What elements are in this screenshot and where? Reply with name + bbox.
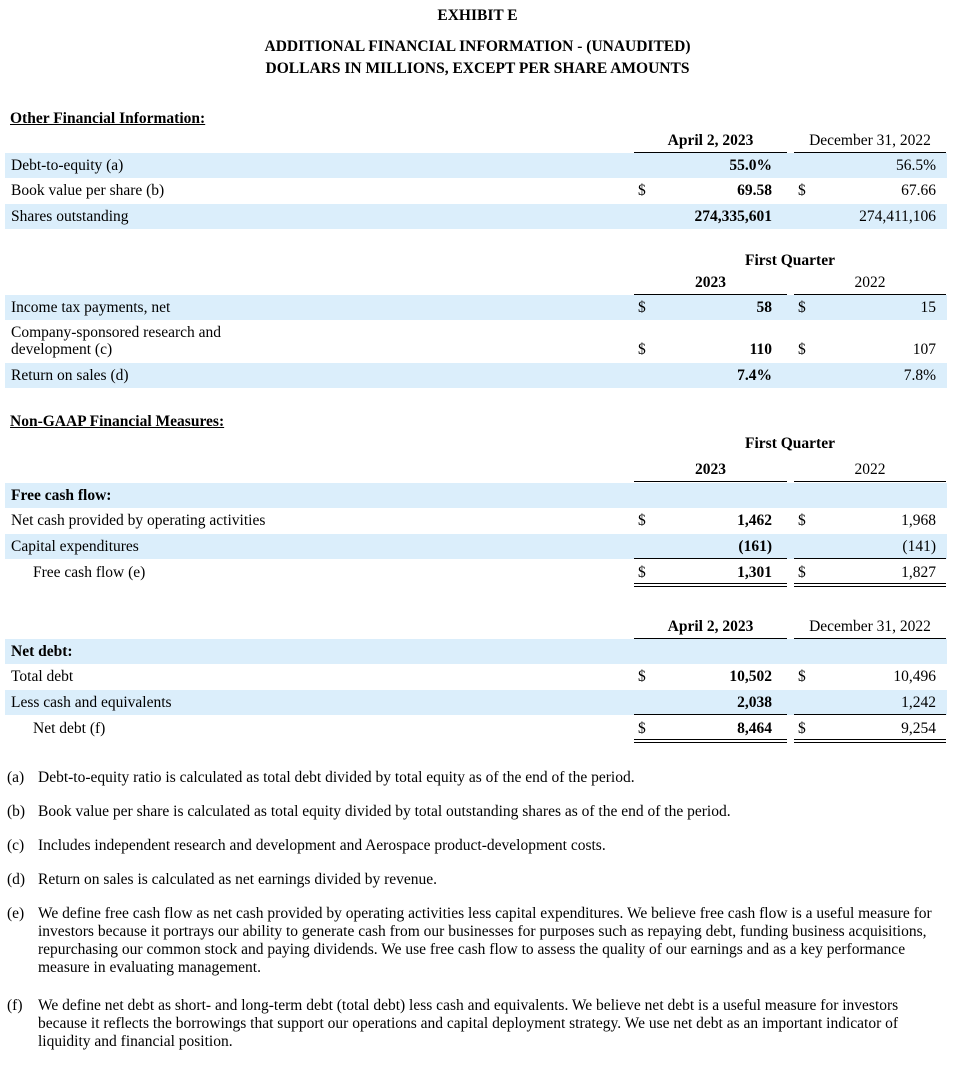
dollar-sign: $ bbox=[638, 299, 646, 316]
total-double-underline bbox=[794, 586, 946, 587]
value-current: 55.0% bbox=[729, 157, 772, 174]
other-financial-heading: Other Financial Information: bbox=[10, 110, 206, 127]
row-label: Book value per share (b) bbox=[11, 182, 165, 199]
document-title: ADDITIONAL FINANCIAL INFORMATION - (UNAUDITED) bbox=[264, 38, 691, 55]
row-label: Net cash provided by operating activities bbox=[11, 512, 266, 529]
total-double-underline bbox=[634, 586, 787, 587]
footnote-mark: (d) bbox=[7, 871, 26, 888]
col-header-underline bbox=[634, 481, 787, 482]
row-label-line: Company-sponsored research and bbox=[11, 324, 222, 341]
total-double-underline bbox=[634, 742, 787, 743]
value-prior: 7.8% bbox=[903, 367, 936, 384]
footnote-mark: (a) bbox=[7, 769, 25, 786]
table-row-total-debt bbox=[5, 664, 947, 689]
dollar-sign: $ bbox=[798, 512, 806, 529]
value-current: 1,301 bbox=[737, 564, 772, 581]
subtotal-underline bbox=[794, 714, 946, 715]
value-current: 8,464 bbox=[737, 720, 772, 737]
col-header-dec-2022: December 31, 2022 bbox=[809, 618, 931, 635]
dollar-sign: $ bbox=[798, 720, 806, 737]
row-label bbox=[11, 324, 221, 358]
row-label: Free cash flow (e) bbox=[33, 564, 146, 581]
value-current: 10,502 bbox=[729, 668, 772, 685]
non-gaap-heading: Non-GAAP Financial Measures: bbox=[10, 413, 225, 430]
exhibit-label: EXHIBIT E bbox=[437, 7, 518, 24]
value-prior: 1,827 bbox=[901, 564, 936, 581]
value-current: 110 bbox=[749, 341, 772, 358]
value-prior: 9,254 bbox=[901, 720, 936, 737]
footnote-mark: (e) bbox=[7, 905, 25, 922]
row-label: Return on sales (d) bbox=[11, 367, 129, 384]
col-header-underline bbox=[794, 481, 946, 482]
footnote-text: Debt-to-equity ratio is calculated as total debt divided by total equity as of the end of the period. bbox=[38, 769, 635, 786]
total-double-underline bbox=[794, 583, 946, 584]
dollar-sign: $ bbox=[798, 564, 806, 581]
subtotal-underline bbox=[634, 714, 787, 715]
dollar-sign: $ bbox=[638, 341, 646, 358]
row-label: Less cash and equivalents bbox=[11, 694, 172, 711]
table-row-capex bbox=[5, 534, 947, 559]
total-double-underline bbox=[634, 583, 787, 584]
dollar-sign: $ bbox=[798, 668, 806, 685]
table-row-income-tax bbox=[5, 295, 947, 320]
value-current: (161) bbox=[738, 538, 772, 555]
footnote-mark: (c) bbox=[7, 837, 25, 854]
table-row-fcf-heading bbox=[5, 483, 947, 508]
dollar-sign: $ bbox=[638, 512, 646, 529]
table-row-book-value bbox=[5, 178, 947, 203]
row-label: Debt-to-equity (a) bbox=[11, 157, 124, 174]
row-label: Shares outstanding bbox=[11, 208, 129, 225]
footnote-text: Return on sales is calculated as net earnings divided by revenue. bbox=[38, 871, 437, 888]
table-row-return-on-sales bbox=[5, 363, 947, 388]
table-row-shares-outstanding bbox=[5, 204, 947, 229]
total-double-underline bbox=[794, 739, 946, 740]
table-row-free-cash-flow bbox=[5, 560, 947, 585]
value-current: 1,462 bbox=[737, 512, 772, 529]
value-current: 58 bbox=[756, 299, 772, 316]
col-header-2022: 2022 bbox=[854, 274, 886, 291]
row-label-line: development (c) bbox=[11, 341, 113, 358]
row-label: Capital expenditures bbox=[11, 538, 139, 555]
value-prior: 1,242 bbox=[901, 694, 936, 711]
table-row-operating-cash bbox=[5, 508, 947, 533]
value-current: 7.4% bbox=[737, 367, 772, 384]
table-row-research-development bbox=[5, 320, 947, 362]
col-header-apr-2023: April 2, 2023 bbox=[667, 618, 754, 635]
value-prior: 15 bbox=[920, 299, 936, 316]
value-current: 69.58 bbox=[737, 182, 772, 199]
col-header-dec-2022: December 31, 2022 bbox=[809, 132, 931, 149]
dollar-sign: $ bbox=[798, 299, 806, 316]
table-row-cash-equivalents bbox=[5, 690, 947, 715]
subtotal-underline bbox=[794, 558, 946, 559]
value-prior: (141) bbox=[902, 538, 936, 555]
col-header-apr-2023: April 2, 2023 bbox=[667, 132, 754, 149]
period-header: First Quarter bbox=[745, 435, 835, 452]
footnote-mark: (f) bbox=[7, 997, 23, 1014]
footnote-text: Book value per share is calculated as total equity divided by total outstanding shares as of the end of the period. bbox=[38, 803, 731, 820]
row-label: Net debt (f) bbox=[33, 720, 106, 737]
value-current: 2,038 bbox=[737, 694, 772, 711]
total-double-underline bbox=[794, 742, 946, 743]
section-label: Net debt: bbox=[11, 643, 73, 660]
value-prior: 10,496 bbox=[893, 668, 936, 685]
table-row-net-debt-heading bbox=[5, 639, 947, 664]
value-prior: 1,968 bbox=[901, 512, 936, 529]
dollar-sign: $ bbox=[798, 182, 806, 199]
dollar-sign: $ bbox=[638, 720, 646, 737]
document-subtitle: DOLLARS IN MILLIONS, EXCEPT PER SHARE AMOUNTS bbox=[265, 60, 690, 77]
value-prior: 56.5% bbox=[895, 157, 936, 174]
dollar-sign: $ bbox=[798, 341, 806, 358]
value-prior: 67.66 bbox=[901, 182, 936, 199]
value-prior: 274,411,106 bbox=[859, 208, 936, 225]
dollar-sign: $ bbox=[638, 564, 646, 581]
col-header-2023: 2023 bbox=[695, 274, 726, 291]
row-label: Total debt bbox=[11, 668, 74, 685]
col-header-2022: 2022 bbox=[854, 461, 886, 478]
table-row-net-debt bbox=[5, 716, 947, 741]
period-header: First Quarter bbox=[745, 252, 835, 269]
dollar-sign: $ bbox=[638, 668, 646, 685]
footnote-mark: (b) bbox=[7, 803, 26, 820]
col-header-2023: 2023 bbox=[695, 461, 726, 478]
footnote-text: Includes independent research and development and Aerospace product-development costs. bbox=[38, 837, 606, 854]
value-current: 274,335,601 bbox=[694, 208, 772, 225]
footnote-text: We define net debt as short- and long-term debt (total debt) less cash and equivalents. We believe net debt is a useful measure for investors because it reflects the borrowings that support our operations and capital deployment strategy. We use net debt as an important indicator of liquidity and financial position. bbox=[38, 997, 899, 1050]
dollar-sign: $ bbox=[638, 182, 646, 199]
table-row-debt-to-equity bbox=[5, 153, 947, 178]
subtotal-underline bbox=[634, 558, 787, 559]
total-double-underline bbox=[634, 739, 787, 740]
value-prior: 107 bbox=[912, 341, 936, 358]
footnote-text: We define free cash flow as net cash provided by operating activities less capital expenditures. We believe free cash flow is a useful measure for investors because it portrays our ability to generate cash from our businesses for purposes such as repaying debt, funding business acquisitions, repurchasing our common stock and paying dividends. We use free cash flow to assess the quality of our earnings and as a key performance measure in evaluating management. bbox=[38, 905, 932, 976]
row-label: Income tax payments, net bbox=[11, 299, 171, 316]
section-label: Free cash flow: bbox=[11, 487, 112, 504]
